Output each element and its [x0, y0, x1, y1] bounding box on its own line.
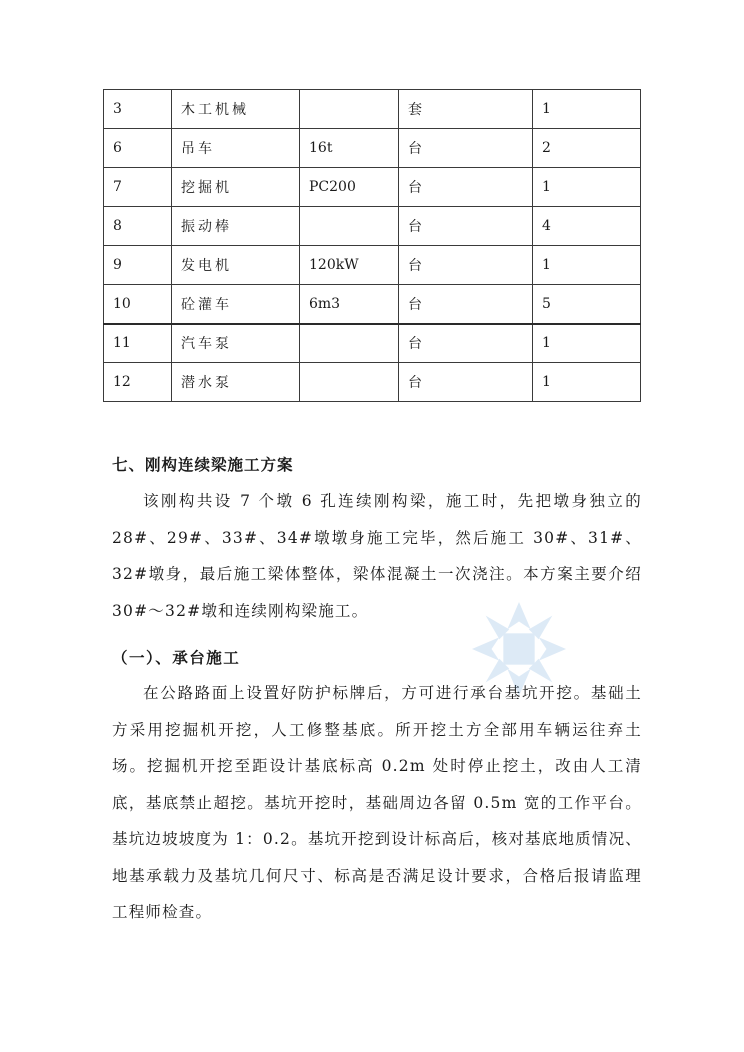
cell-equipment-name: 吊车 — [172, 129, 300, 168]
cell-equipment-name: 挖掘机 — [172, 168, 300, 207]
table-row — [104, 207, 641, 246]
cell-number: 6 — [104, 129, 172, 168]
cell-unit: 套 — [399, 90, 533, 129]
table-row — [104, 363, 641, 402]
cell-quantity: 5 — [533, 285, 641, 324]
cell-spec — [300, 324, 399, 363]
table-row — [104, 129, 641, 168]
cell-quantity: 1 — [533, 168, 641, 207]
cell-unit: 台 — [399, 129, 533, 168]
cell-quantity: 1 — [533, 90, 641, 129]
cell-equipment-name: 振动棒 — [172, 207, 300, 246]
cell-unit: 台 — [399, 363, 533, 402]
cell-spec: 16t — [300, 129, 399, 168]
cell-unit: 台 — [399, 168, 533, 207]
section-intro-paragraph: 该刚构共设 7 个墩 6 孔连续刚构梁，施工时，先把墩身独立的 28#、29#、33#、34#墩墩身施工完毕，然后施工 30#、31#、32#墩身，最后施工梁体整体，梁体混凝土一次浇注。本方案主要介绍 30#～32#墩和连续刚构梁施工。 — [112, 492, 642, 620]
cell-quantity: 1 — [533, 363, 641, 402]
cell-number: 8 — [104, 207, 172, 246]
equipment-table — [103, 89, 641, 402]
cell-number: 12 — [104, 363, 172, 402]
cell-unit: 台 — [399, 324, 533, 363]
cell-quantity: 4 — [533, 207, 641, 246]
cell-equipment-name: 发电机 — [172, 246, 300, 285]
cell-equipment-name: 木工机械 — [172, 90, 300, 129]
cell-quantity: 1 — [533, 324, 641, 363]
cell-unit: 台 — [399, 246, 533, 285]
cell-equipment-name: 砼灌车 — [172, 285, 300, 324]
cell-spec: 120kW — [300, 246, 399, 285]
cell-number: 7 — [104, 168, 172, 207]
cell-number: 9 — [104, 246, 172, 285]
table-row — [104, 90, 641, 129]
table-row — [104, 324, 641, 363]
cell-spec: PC200 — [300, 168, 399, 207]
table-row — [104, 285, 641, 324]
cell-equipment-name: 汽车泵 — [172, 324, 300, 363]
table-row — [104, 168, 641, 207]
subsection-body-paragraph: 在公路路面上设置好防护标牌后，方可进行承台基坑开挖。基础土方采用挖掘机开挖，人工修整基底。所开挖土方全部用车辆运往弃土场。挖掘机开挖至距设计基底标高 0.2m 处时停止挖土，改由人工清底，基底禁止超挖。基坑开挖时，基础周边各留 0.5m 宽的工作平台。基坑边坡坡度为 1：0.2。基坑开挖到设计标高后，核对基底地质情况、地基承载力及基坑几何尺寸、标高是否满足设计要求，合格后报请监理工程师检查。 — [112, 684, 642, 921]
watermark-petal — [472, 637, 499, 661]
cell-spec — [300, 363, 399, 402]
table-row — [104, 246, 641, 285]
watermark-petal — [539, 637, 566, 661]
section-heading: 七、刚构连续梁施工方案 — [112, 455, 294, 474]
watermark-center — [503, 633, 534, 664]
cell-quantity: 2 — [533, 129, 641, 168]
cell-number: 3 — [104, 90, 172, 129]
subsection-heading: （一）、承台施工 — [112, 648, 241, 667]
cell-spec: 6m3 — [300, 285, 399, 324]
cell-spec — [300, 90, 399, 129]
equipment-table-body — [104, 90, 641, 402]
cell-number: 11 — [104, 324, 172, 363]
cell-unit: 台 — [399, 207, 533, 246]
cell-equipment-name: 潜水泵 — [172, 363, 300, 402]
cell-unit: 台 — [399, 285, 533, 324]
cell-quantity: 1 — [533, 246, 641, 285]
cell-spec — [300, 207, 399, 246]
cell-number: 10 — [104, 285, 172, 324]
